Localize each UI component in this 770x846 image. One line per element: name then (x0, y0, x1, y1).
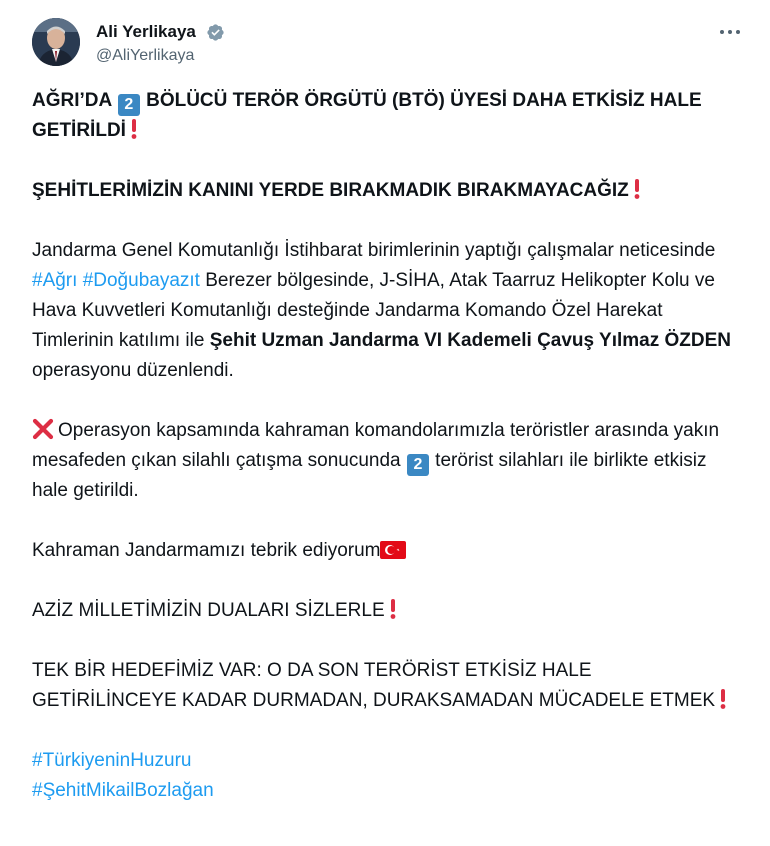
tweet-text (32, 86, 732, 806)
more-horizontal-icon[interactable] (718, 22, 742, 42)
handle[interactable]: @AliYerlikaya (96, 47, 195, 64)
keycap-2-icon: 2 (407, 454, 429, 476)
verified-badge-icon (206, 23, 225, 42)
paragraph-goal (32, 656, 732, 716)
turkey-flag-icon (380, 541, 406, 559)
exclamation-icon (633, 178, 641, 200)
paragraph-text: AZİZ MİLLETİMİZİN DUALARI SİZLERLE (32, 600, 385, 621)
hashtag-line (32, 776, 732, 806)
avatar-image (32, 18, 80, 66)
paragraph-result (32, 416, 732, 506)
hashtag-agri[interactable]: #Ağrı (32, 270, 78, 291)
paragraph-text: operasyonu düzenlendi. (32, 360, 234, 381)
keycap-2-icon: 2 (118, 94, 140, 116)
paragraph-congrats (32, 536, 732, 566)
operation-name: Şehit Uzman Jandarma VI Kademeli Çavuş Yılmaz ÖZDEN (209, 330, 732, 351)
headline-part1: AĞRI’DA (32, 90, 112, 111)
slogan-line (32, 176, 732, 206)
slogan-text: ŞEHİTLERİMİZİN KANINI YERDE BIRAKMADIK BIRAKMAYACAĞIZ (32, 180, 629, 201)
avatar[interactable] (32, 18, 80, 66)
paragraph-text: Jandarma Genel Komutanlığı İstihbarat birimlerinin yaptığı çalışmalar neticesinde (32, 240, 716, 261)
paragraph-prayers (32, 596, 732, 626)
hashtag-dogubayazit[interactable]: #Doğubayazıt (82, 270, 200, 291)
paragraph-text: Kahraman Jandarmamızı tebrik ediyorum (32, 540, 381, 561)
headline-part2: BÖLÜCÜ TERÖR ÖRGÜTÜ (BTÖ) ÜYESİ DAHA ETKİSİZ HALE GETİRİLDİ (32, 90, 702, 141)
hashtag-turkiyenin-huzuru[interactable]: #TürkiyeninHuzuru (32, 750, 192, 771)
headline (32, 86, 732, 146)
paragraph-operation (32, 236, 732, 386)
tweet-header (32, 18, 742, 72)
paragraph-text: TEK BİR HEDEFİMİZ VAR: O DA SON TERÖRİST ETKİSİZ HALE GETİRİLİNCEYE KADAR DURMADAN, DURAKSAMADAN MÜCADELE ETMEK (32, 660, 716, 711)
exclamation-icon (389, 598, 397, 620)
exclamation-icon (130, 118, 138, 140)
paragraph-text: Berezer bölgesinde, J-SİHA, Atak Taarruz Helikopter Kolu ve Hava Kuvvetleri Komutanlığı desteğinde Jandarma Komando Özel Harekat Timlerinin katılımı ile (32, 270, 715, 351)
paragraph-text: terörist silahları ile birlikte etkisiz hale getirildi. (32, 450, 707, 501)
cross-mark-icon (32, 418, 54, 440)
exclamation-icon (719, 688, 727, 710)
hashtag-line (32, 746, 732, 776)
paragraph-text: Operasyon kapsamında kahraman komandolarımızla teröristler arasında yakın mesafeden çıkan silahlı çatışma sonucunda (32, 420, 720, 471)
hashtag-sehit-mikail-bozlagan[interactable]: #ŞehitMikailBozlağan (32, 780, 214, 801)
display-name[interactable]: Ali Yerlikaya (96, 22, 196, 41)
